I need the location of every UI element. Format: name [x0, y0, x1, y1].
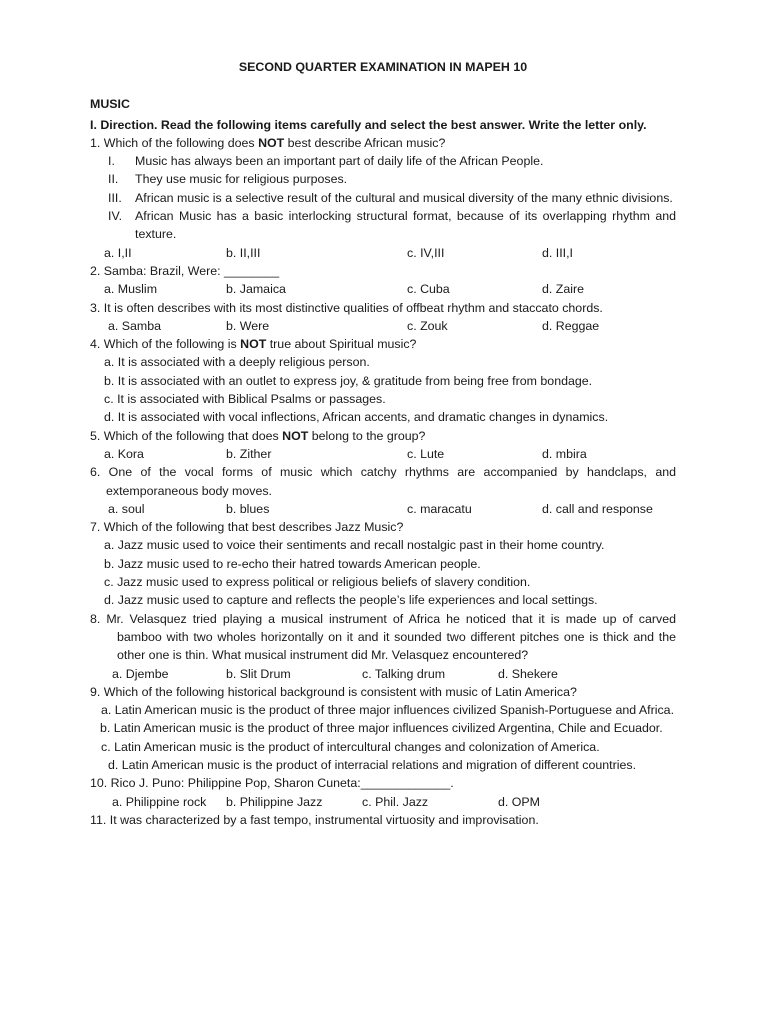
- choice-item: c. It is associated with Biblical Psalms or passages.: [104, 392, 386, 407]
- option-d: d. Zaire: [542, 282, 585, 297]
- choice-item: b. It is associated with an outlet to express joy, & gratitude from being free from bondage.: [104, 373, 593, 388]
- option-a: a. Philippine rock: [112, 794, 207, 809]
- answer-options: [90, 445, 676, 463]
- emphasis-not: NOT: [258, 135, 285, 150]
- choice-item: a. Latin American music is the product of three major influences civilized Spanish-Portuguese and Africa.: [101, 703, 675, 718]
- option-b: b. Philippine Jazz: [226, 794, 323, 809]
- roman-item: III. African music is a selective result of the cultural and musical diversity of the many ethnic divisions.: [108, 190, 673, 205]
- choice-item: a. It is associated with a deeply religious person.: [104, 355, 370, 370]
- answer-options: [90, 317, 676, 335]
- choice-item: d. It is associated with vocal inflections, African accents, and dramatic changes in dynamics.: [104, 410, 609, 425]
- answer-options: [90, 793, 676, 811]
- choice-item: b. Jazz music used to re-echo their hatred towards American people.: [104, 556, 481, 571]
- option-b: b. Jamaica: [226, 282, 286, 297]
- answer-options: [90, 280, 676, 298]
- option-b: b. II,III: [226, 245, 261, 260]
- option-d: d. Reggae: [542, 318, 600, 333]
- option-a: a. soul: [108, 501, 145, 516]
- answer-options: [90, 244, 676, 262]
- emphasis-not: NOT: [282, 428, 309, 443]
- question-2: 2. Samba: Brazil, Were: ________: [90, 263, 280, 278]
- choice-item: d. Jazz music used to capture and reflects the people’s life experiences and local settings.: [104, 593, 598, 608]
- question-8: 8. Mr. Velasquez tried playing a musical instrument of Africa he noticed that it is made up of carved bamboo with two wholes horizontally on it and it sounded two different pitches one is thick and the other one is thin. What musical instrument did Mr. Velasquez encountered?: [90, 611, 676, 663]
- answer-options: [90, 665, 676, 683]
- option-a: a. I,II: [104, 245, 132, 260]
- roman-item: I. Music has always been an important part of daily life of the African People.: [108, 154, 544, 169]
- choice-item: c. Latin American music is the product of intercultural changes and colonization of America.: [101, 739, 600, 754]
- question-3: 3. It is often describes with its most distinctive qualities of offbeat rhythm and staccato chords.: [90, 300, 603, 315]
- option-c: c. Lute: [407, 446, 445, 461]
- option-c: c. maracatu: [407, 501, 472, 516]
- option-c: c. Zouk: [407, 318, 448, 333]
- question-6: 6. One of the vocal forms of music which catchy rhythms are accompanied by handclaps, and extemporaneous body moves.: [90, 465, 676, 498]
- option-b: b. Slit Drum: [226, 666, 291, 681]
- choice-item: d. Latin American music is the product of interracial relations and migration of different countries.: [108, 757, 637, 772]
- roman-item: II. They use music for religious purposes.: [108, 172, 348, 187]
- question-11: 11. It was characterized by a fast tempo, instrumental virtuosity and improvisation.: [90, 812, 539, 827]
- option-d: d. OPM: [498, 794, 540, 809]
- question-7: 7. Which of the following that best describes Jazz Music?: [90, 520, 404, 535]
- option-c: c. Talking drum: [362, 666, 446, 681]
- option-d: d. Shekere: [498, 666, 558, 681]
- question-10: 10. Rico J. Puno: Philippine Pop, Sharon Cuneta:_____________.: [90, 776, 454, 791]
- option-d: d. mbira: [542, 446, 587, 461]
- answer-options: [90, 500, 676, 518]
- choice-item: b. Latin American music is the product of three major influences civilized Argentina, Chile and Ecuador.: [100, 721, 663, 736]
- option-a: a. Djembe: [112, 666, 169, 681]
- section-heading: MUSIC: [90, 97, 130, 112]
- roman-item: IV. African Music has a basic interlocking structural format, because of its overlapping rhythm and texture.: [108, 209, 676, 242]
- question-1: 1. Which of the following does NOT best describe African music?: [90, 135, 446, 150]
- emphasis-not: NOT: [240, 337, 267, 352]
- option-c: c. Phil. Jazz: [362, 794, 429, 809]
- exam-title: SECOND QUARTER EXAMINATION IN MAPEH 10: [238, 60, 528, 74]
- option-b: b. Zither: [226, 446, 272, 461]
- question-4: 4. Which of the following is NOT true about Spiritual music?: [90, 337, 417, 352]
- option-d: d. III,I: [542, 245, 573, 260]
- choice-item: c. Jazz music used to express political or religious beliefs of slavery condition.: [104, 575, 531, 590]
- option-b: b. Were: [226, 318, 270, 333]
- direction-text: I. Direction. Read the following items carefully and select the best answer. Write the letter only.: [90, 117, 647, 132]
- option-c: c. Cuba: [407, 282, 450, 297]
- option-c: c. IV,III: [407, 245, 445, 260]
- option-a: a. Kora: [104, 446, 144, 461]
- option-a: a. Samba: [108, 318, 162, 333]
- option-b: b. blues: [226, 501, 270, 516]
- question-9: 9. Which of the following historical background is consistent with music of Latin America?: [90, 684, 577, 699]
- option-a: a. Muslim: [104, 282, 158, 297]
- option-d: d. call and response: [542, 501, 653, 516]
- choice-item: a. Jazz music used to voice their sentiments and recall nostalgic past in their home country.: [104, 538, 605, 553]
- question-5: 5. Which of the following that does NOT belong to the group?: [90, 428, 426, 443]
